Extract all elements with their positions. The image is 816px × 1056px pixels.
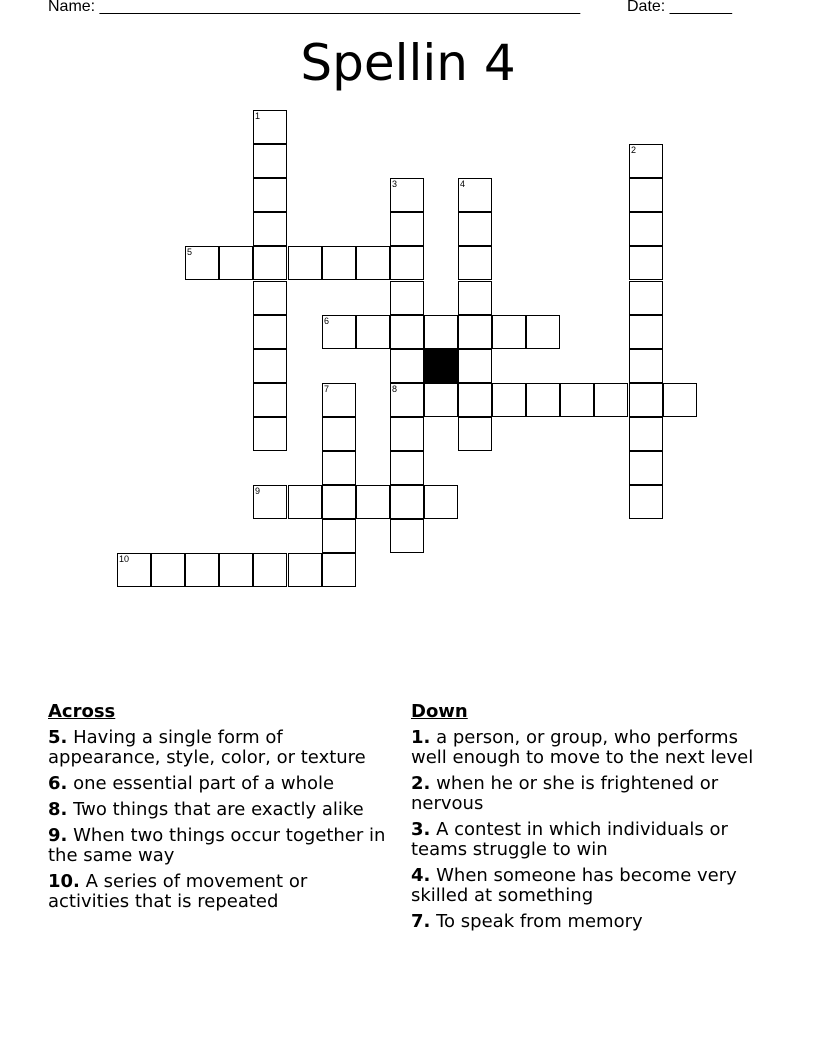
crossword-cell[interactable] [185, 246, 219, 280]
crossword-cell[interactable] [390, 281, 424, 315]
crossword-cell[interactable] [253, 315, 287, 349]
clue-text: A series of movement or activities that is repeated [48, 871, 308, 912]
crossword-cell[interactable] [253, 485, 287, 519]
across-clue [48, 872, 393, 912]
crossword-cell[interactable] [390, 383, 424, 417]
crossword-cell[interactable] [629, 178, 663, 212]
clue-number: 1. [411, 727, 431, 748]
crossword-cell[interactable] [560, 383, 594, 417]
crossword-cell[interactable] [629, 485, 663, 519]
crossword-cell[interactable] [390, 212, 424, 246]
crossword-cell[interactable] [322, 451, 356, 485]
crossword-cell[interactable] [458, 281, 492, 315]
clue-number: 6. [48, 773, 68, 794]
clue-text: To speak from memory [436, 911, 643, 932]
crossword-cell[interactable] [390, 349, 424, 383]
clue-number: 4. [411, 865, 431, 886]
crossword-cell[interactable] [458, 178, 492, 212]
clue-number-label: 3 [392, 179, 398, 189]
clue-number-label: 5 [187, 247, 193, 257]
crossword-cell[interactable] [526, 315, 560, 349]
black-cell [424, 349, 458, 383]
date-field-label: Date: _______ [627, 0, 732, 15]
crossword-cell[interactable] [629, 383, 663, 417]
crossword-cell[interactable] [151, 553, 185, 587]
crossword-cell[interactable] [594, 383, 628, 417]
across-heading: Across [48, 701, 116, 722]
clue-text: one essential part of a whole [73, 773, 335, 794]
crossword-cell[interactable] [322, 383, 356, 417]
crossword-cell[interactable] [629, 417, 663, 451]
clue-number: 10. [48, 871, 80, 892]
crossword-cell[interactable] [253, 246, 287, 280]
clue-number-label: 2 [631, 145, 637, 155]
crossword-cell[interactable] [390, 246, 424, 280]
crossword-cell[interactable] [219, 246, 253, 280]
crossword-cell[interactable] [458, 349, 492, 383]
crossword-cell[interactable] [629, 349, 663, 383]
crossword-cell[interactable] [526, 383, 560, 417]
crossword-cell[interactable] [253, 178, 287, 212]
clue-number: 2. [411, 773, 431, 794]
crossword-cell[interactable] [458, 246, 492, 280]
crossword-cell[interactable] [322, 553, 356, 587]
across-clue [48, 800, 393, 820]
crossword-cell[interactable] [458, 212, 492, 246]
clue-text: A contest in which individuals or teams struggle to win [411, 819, 728, 860]
clue-number: 3. [411, 819, 431, 840]
crossword-cell[interactable] [288, 246, 322, 280]
across-clues [48, 702, 393, 918]
clue-number: 8. [48, 799, 68, 820]
clue-number-label: 4 [460, 179, 466, 189]
crossword-cell[interactable] [356, 485, 390, 519]
crossword-cell[interactable] [219, 553, 253, 587]
crossword-cell[interactable] [629, 451, 663, 485]
crossword-cell[interactable] [390, 417, 424, 451]
crossword-cell[interactable] [253, 212, 287, 246]
crossword-cell[interactable] [424, 485, 458, 519]
clue-text: when he or she is frightened or nervous [411, 773, 719, 814]
down-clue [411, 866, 771, 906]
crossword-cell[interactable] [390, 178, 424, 212]
crossword-cell[interactable] [629, 315, 663, 349]
down-clue [411, 820, 771, 860]
crossword-cell[interactable] [253, 417, 287, 451]
down-heading: Down [411, 701, 468, 722]
name-field-label: Name: ______________________________________________________ [48, 0, 581, 15]
crossword-cell[interactable] [322, 315, 356, 349]
clue-number-label: 10 [119, 554, 130, 564]
across-clue [48, 774, 393, 794]
crossword-cell[interactable] [492, 315, 526, 349]
crossword-cell[interactable] [322, 417, 356, 451]
crossword-cell[interactable] [390, 451, 424, 485]
page-title: Spellin 4 [300, 34, 516, 92]
crossword-cell[interactable] [356, 315, 390, 349]
crossword-cell[interactable] [458, 417, 492, 451]
clue-text: a person, or group, who performs well enough to move to the next level [411, 727, 754, 768]
crossword-cell[interactable] [629, 212, 663, 246]
down-clue [411, 912, 771, 932]
crossword-cell[interactable] [629, 281, 663, 315]
crossword-cell[interactable] [424, 383, 458, 417]
crossword-cell[interactable] [253, 110, 287, 144]
crossword-cell[interactable] [253, 383, 287, 417]
crossword-cell[interactable] [288, 485, 322, 519]
crossword-cell[interactable] [663, 383, 697, 417]
crossword-cell[interactable] [322, 519, 356, 553]
clue-number-label: 7 [324, 384, 330, 394]
crossword-cell[interactable] [253, 349, 287, 383]
crossword-cell[interactable] [253, 281, 287, 315]
clue-text: When someone has become very skilled at something [411, 865, 737, 906]
clue-number-label: 6 [324, 316, 330, 326]
crossword-cell[interactable] [390, 315, 424, 349]
crossword-cell[interactable] [629, 246, 663, 280]
clue-number-label: 1 [255, 111, 261, 121]
crossword-cell[interactable] [492, 383, 526, 417]
crossword-cell[interactable] [253, 144, 287, 178]
across-clue [48, 826, 393, 866]
crossword-cell[interactable] [390, 485, 424, 519]
crossword-cell[interactable] [322, 246, 356, 280]
clue-number-label: 9 [255, 486, 261, 496]
crossword-cell[interactable] [322, 485, 356, 519]
crossword-cell[interactable] [253, 553, 287, 587]
clue-number-label: 8 [392, 384, 398, 394]
across-clue [48, 728, 393, 768]
crossword-cell[interactable] [458, 315, 492, 349]
clue-number: 9. [48, 825, 68, 846]
crossword-cell[interactable] [629, 144, 663, 178]
crossword-cell[interactable] [458, 383, 492, 417]
crossword-cell[interactable] [117, 553, 151, 587]
crossword-cell[interactable] [390, 519, 424, 553]
clue-number: 7. [411, 911, 431, 932]
down-clue [411, 728, 771, 768]
down-clues [411, 702, 771, 938]
clue-text: Having a single form of appearance, style, color, or texture [48, 727, 366, 768]
crossword-cell[interactable] [356, 246, 390, 280]
down-clue [411, 774, 771, 814]
crossword-cell[interactable] [288, 553, 322, 587]
clue-text: Two things that are exactly alike [73, 799, 364, 820]
crossword-cell[interactable] [424, 315, 458, 349]
clue-text: When two things occur together in the same way [48, 825, 386, 866]
clue-number: 5. [48, 727, 68, 748]
crossword-cell[interactable] [185, 553, 219, 587]
